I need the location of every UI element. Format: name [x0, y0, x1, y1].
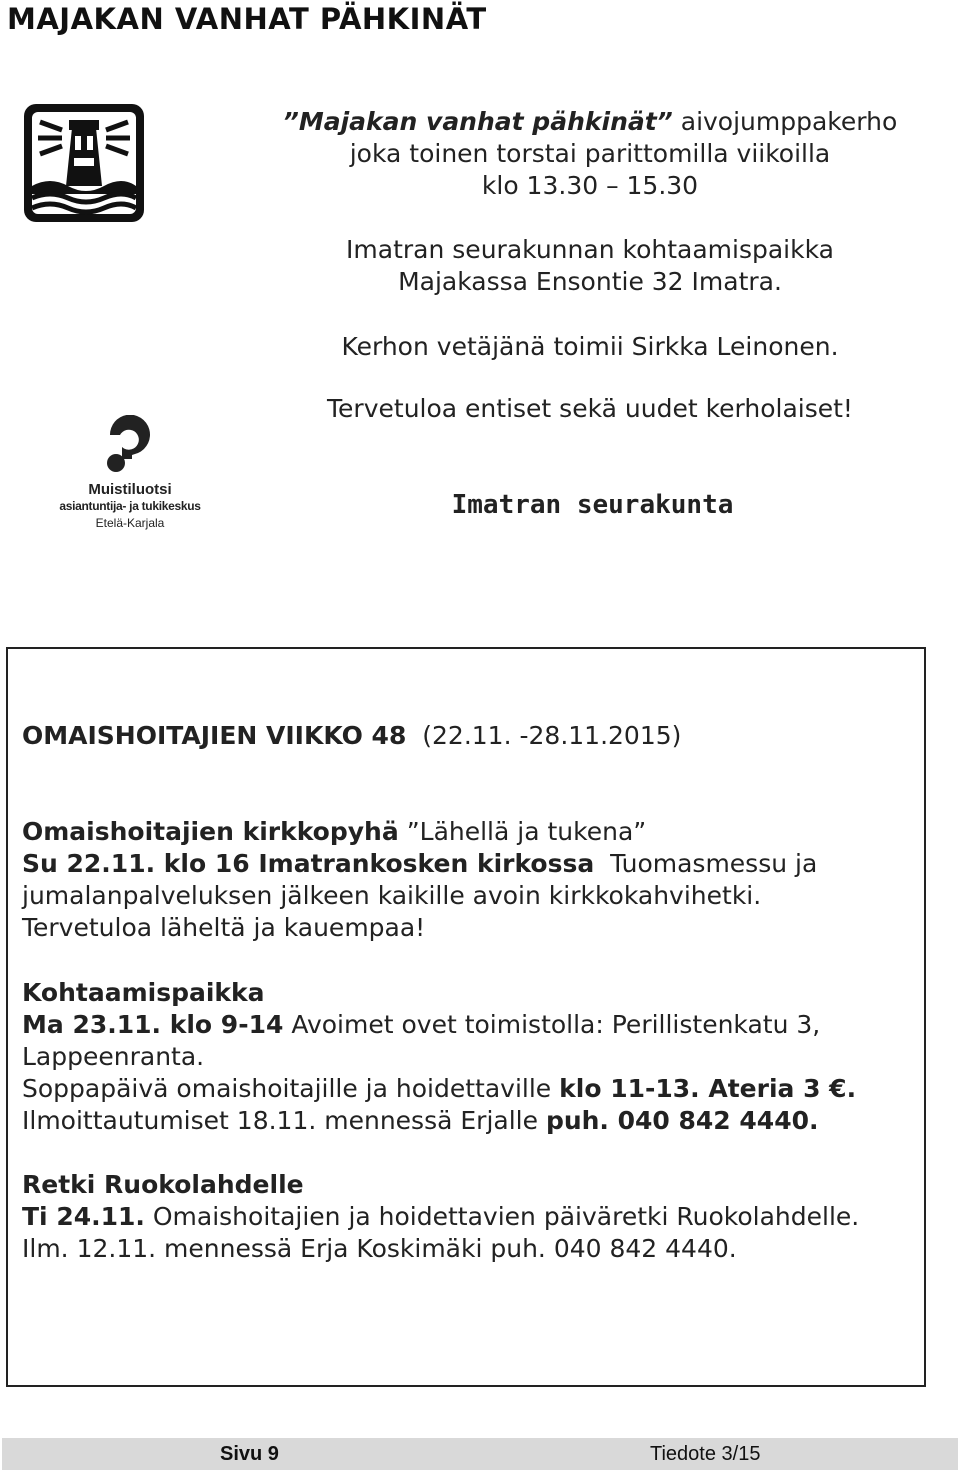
intro-line-7: Tervetuloa entiset sekä uudet kerholaiset! — [327, 394, 853, 423]
box-heading — [22, 720, 912, 752]
parish-name: Imatran seurakunta — [451, 490, 734, 520]
s2-when: Ma 23.11. klo 9-14 — [22, 1010, 284, 1039]
s2-reg-line — [22, 1105, 912, 1137]
s3-title-text: Retki Ruokolahdelle — [22, 1170, 304, 1199]
s1-text-a: Tuomasmessu ja — [610, 849, 818, 878]
intro-line-2: joka toinen torstai parittomilla viikoilla — [349, 139, 831, 168]
s2-reg: Ilmoittautumiset 18.11. mennessä Erjalle — [22, 1106, 538, 1135]
question-mark-logo-icon — [102, 415, 158, 473]
s2-title — [22, 977, 912, 1009]
s2-soup: Soppapäivä omaishoitajille ja hoidettaville — [22, 1074, 552, 1103]
page-number: Sivu 9 — [220, 1443, 279, 1465]
club-name: ”Majakan vanhat pähkinät” — [282, 107, 673, 136]
s3-text-b: Ilm. 12.11. mennessä Erja Koskimäki puh. 040 842 4440. — [22, 1234, 737, 1263]
s1-title: Omaishoitajien kirkkopyhä — [22, 817, 399, 846]
logo-subtitle: asiantuntija- ja tukikeskus — [59, 499, 201, 513]
s2-text-a: Avoimet ovet toimistolla: Perillistenkatu 3, — [291, 1010, 821, 1039]
s3-when: Ti 24.11. — [22, 1202, 145, 1231]
muistiluotsi-logo — [50, 415, 210, 535]
s2-text-b: Lappeenranta. — [22, 1042, 205, 1071]
s2-title-text: Kohtaamispaikka — [22, 978, 265, 1007]
page-footer — [2, 1438, 958, 1470]
intro-line-1 — [200, 106, 960, 138]
issue-label: Tiedote 3/15 — [650, 1443, 761, 1465]
s2-soup-line — [22, 1073, 912, 1105]
s1-title-quote: ”Lähellä ja tukena” — [406, 817, 647, 846]
s2-when-line — [22, 1009, 912, 1041]
s3-title — [22, 1169, 912, 1201]
event-box — [6, 647, 926, 1387]
page-title: MAJAKAN VANHAT PÄHKINÄT — [7, 2, 487, 36]
logo-name: Muistiluotsi — [88, 481, 172, 498]
lighthouse-icon — [22, 102, 146, 224]
intro-line-4: Imatran seurakunnan kohtaamispaikka — [346, 235, 834, 264]
intro-line-3: klo 13.30 – 15.30 — [481, 171, 699, 200]
s2-soup-time: klo 11-13. Ateria 3 €. — [559, 1074, 857, 1103]
s3-text-a: Omaishoitajien ja hoidettavien päiväretki Ruokolahdelle. — [152, 1202, 860, 1231]
s3-when-line — [22, 1201, 912, 1233]
box-heading-dates: (22.11. -28.11.2015) — [422, 721, 682, 750]
intro-line-5: Majakassa Ensontie 32 Imatra. — [398, 267, 782, 296]
s1-when: Su 22.11. klo 16 Imatrankosken kirkossa — [22, 849, 595, 878]
club-desc: aivojumppakerho — [680, 107, 898, 136]
s1-text-c: Tervetuloa läheltä ja kauempaa! — [22, 913, 426, 942]
s1-title-line — [22, 816, 912, 848]
s1-text-b: jumalanpalveluksen jälkeen kaikille avoin kirkkokahvihetki. — [22, 881, 762, 910]
box-heading-title: OMAISHOITAJIEN VIIKKO 48 — [22, 721, 407, 750]
s2-reg-phone: puh. 040 842 4440. — [545, 1106, 819, 1135]
intro-line-6: Kerhon vetäjänä toimii Sirkka Leinonen. — [341, 332, 839, 361]
logo-region: Etelä-Karjala — [95, 516, 165, 530]
s1-when-line — [22, 848, 912, 880]
